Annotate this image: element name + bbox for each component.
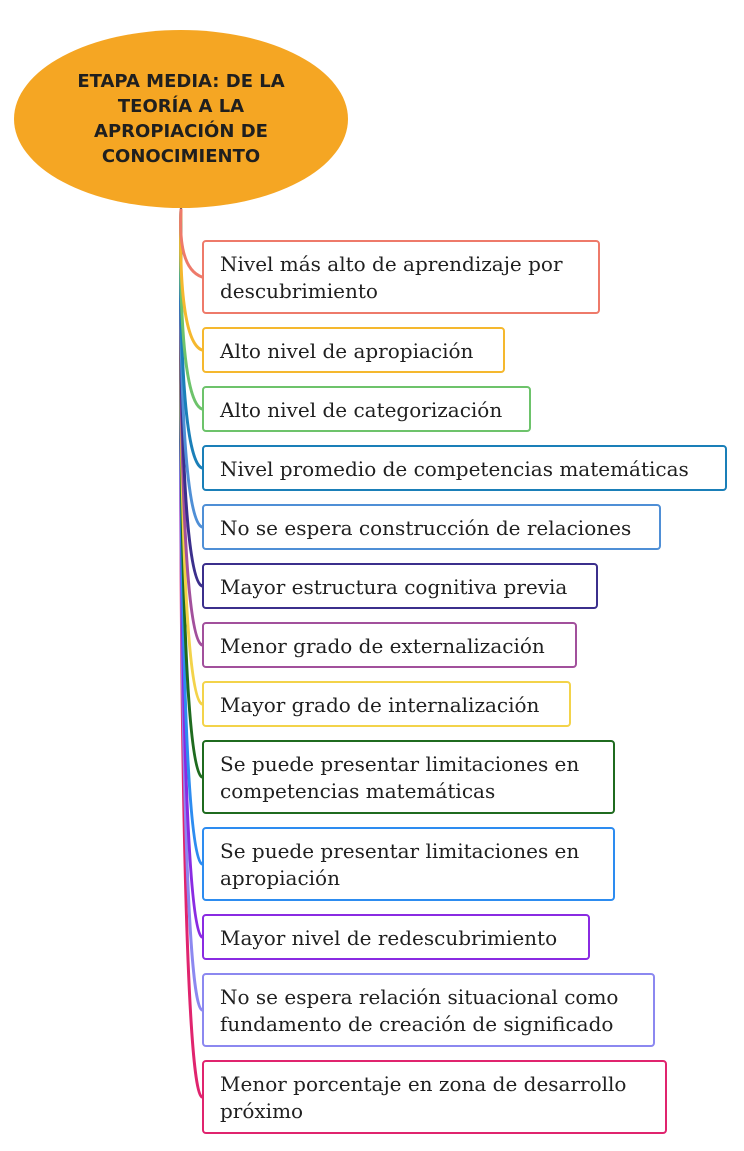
connector-4 <box>181 210 202 468</box>
root-node[interactable] <box>14 30 348 208</box>
child-node-1-label: Nivel más alto de aprendizaje por descubrimiento <box>220 252 563 303</box>
root-label: ETAPA MEDIA: DE LA TEORÍA A LA APROPIACIÓN DE CONOCIMIENTO <box>77 71 285 167</box>
connector-9 <box>181 210 202 777</box>
child-node-10-label: Se puede presentar limitaciones en apropiación <box>220 839 580 890</box>
connector-11 <box>181 210 202 937</box>
child-node-12[interactable] <box>202 973 655 1047</box>
child-node-5-label: No se espera construcción de relaciones <box>220 516 632 540</box>
child-node-8-label: Mayor grado de internalización <box>220 693 540 717</box>
child-node-5[interactable] <box>202 504 661 550</box>
child-node-7[interactable] <box>202 622 577 668</box>
connector-2 <box>181 210 202 350</box>
child-node-2-label: Alto nivel de apropiación <box>220 339 474 363</box>
child-node-11-label: Mayor nivel de redescubrimiento <box>220 926 558 950</box>
connector-8 <box>181 210 202 704</box>
connector-7 <box>181 210 202 645</box>
child-node-6-label: Mayor estructura cognitiva previa <box>220 575 568 599</box>
connector-5 <box>181 210 202 527</box>
connector-12 <box>181 210 202 1010</box>
child-node-1[interactable] <box>202 240 600 314</box>
child-node-7-label: Menor grado de externalización <box>220 634 545 658</box>
child-node-10[interactable] <box>202 827 615 901</box>
child-node-6[interactable] <box>202 563 598 609</box>
child-node-9[interactable] <box>202 740 615 814</box>
connector-3 <box>181 210 202 409</box>
connector-1 <box>181 210 202 277</box>
connector-6 <box>181 210 202 586</box>
child-node-8[interactable] <box>202 681 571 727</box>
child-node-4-label: Nivel promedio de competencias matemáticas <box>220 457 689 481</box>
child-node-4[interactable] <box>202 445 727 491</box>
child-node-12-label: No se espera relación situacional como fundamento de creación de significado <box>220 985 619 1036</box>
child-node-2[interactable] <box>202 327 505 373</box>
child-node-13-label: Menor porcentaje en zona de desarrollo próximo <box>220 1072 627 1123</box>
child-node-9-label: Se puede presentar limitaciones en competencias matemáticas <box>220 752 580 803</box>
connector-13 <box>181 210 202 1097</box>
child-node-3-label: Alto nivel de categorización <box>220 398 503 422</box>
connector-10 <box>181 210 202 864</box>
child-node-3[interactable] <box>202 386 531 432</box>
child-node-11[interactable] <box>202 914 590 960</box>
child-node-13[interactable] <box>202 1060 667 1134</box>
